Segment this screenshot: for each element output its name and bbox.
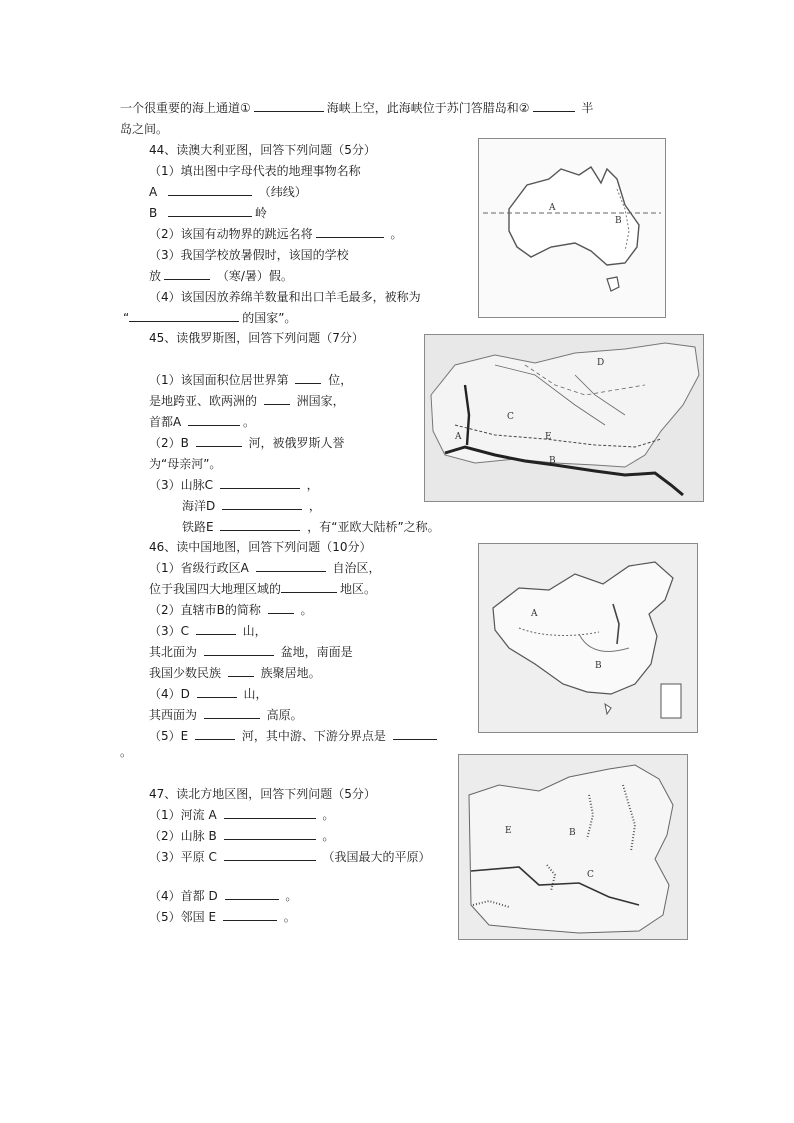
map-label-e: E: [505, 826, 512, 836]
q44-blank-animal[interactable]: [316, 226, 384, 238]
q46-s2-text: （2）直辖市B的简称: [149, 603, 261, 617]
q47-blank-plain[interactable]: [224, 849, 316, 861]
map-label-a: A: [455, 432, 462, 442]
map-label-c: C: [587, 870, 594, 880]
q46-s1-text: （1）省级行政区A: [149, 561, 249, 575]
q47-sub1: [149, 807, 334, 823]
q45-s1b-text: 是地跨亚、欧两洲的: [149, 394, 258, 408]
q44-blank-holiday[interactable]: [164, 268, 210, 280]
q45-blank-ocean[interactable]: [222, 498, 302, 510]
q46-blank-river-e[interactable]: [195, 728, 235, 740]
q46-s3-end: 山，: [242, 624, 267, 638]
map-label-b: B: [595, 661, 602, 671]
q44-b-suffix: 岭: [254, 206, 267, 220]
china-map: [478, 543, 698, 733]
q45-s3b-end: ，: [308, 499, 321, 513]
q46-s5-mid: 河，其中游、下游分界点是: [241, 729, 386, 743]
q45-blank-railway[interactable]: [220, 519, 300, 531]
q46-sub4b: [149, 707, 303, 723]
q46-s1b-text: 位于我国四大地理区域的: [149, 582, 282, 596]
q46-sub1b: [149, 581, 376, 597]
q46-blank-mountain-c[interactable]: [196, 623, 236, 635]
intro-line-1: [120, 100, 593, 116]
q46-s3b-end: 盆地，南面是: [280, 645, 353, 659]
q45-sub1: [149, 372, 352, 388]
map-label-a: A: [531, 609, 538, 619]
q47-sub4: [149, 888, 297, 904]
q47-s2-text: （2）山脉 B: [149, 829, 217, 843]
q45-title: 45、读俄罗斯图，回答下列问题（7分）: [149, 331, 364, 345]
intro-text-a: 一个很重要的海上通道①: [120, 101, 251, 115]
q46-blank-province[interactable]: [256, 560, 326, 572]
q45-sub3b: [182, 498, 321, 514]
map-label-b: B: [549, 456, 556, 466]
q45-blank-mountain[interactable]: [220, 477, 300, 489]
q44-s4b-end: 的国家”。: [242, 311, 297, 325]
q47-blank-neighbor[interactable]: [223, 909, 277, 921]
q45-s3-end: ，: [306, 478, 319, 492]
q46-s4b-end: 高原。: [266, 708, 303, 722]
q46-s3c-end: 族聚居地。: [260, 666, 321, 680]
q45-sub3: [149, 477, 319, 493]
q47-s2-end: 。: [322, 829, 335, 843]
q46-sub4: [149, 686, 268, 702]
q46-blank-basin[interactable]: [204, 644, 274, 656]
q44-b-label: B: [149, 206, 158, 220]
q44-sub1: （1）填出图中字母代表的地理事物名称: [149, 164, 361, 178]
q46-blank-abbr[interactable]: [268, 602, 294, 614]
q47-title: 47、读北方地区图，回答下列问题（5分）: [149, 787, 376, 801]
q44-s4b-open: “: [123, 311, 130, 325]
q45-blank-capital[interactable]: [188, 414, 240, 426]
q46-s3b-text: 其北面为: [149, 645, 198, 659]
q44-sub4: （4）该国因放养绵羊数量和出口羊毛最多，被称为: [149, 290, 421, 304]
q44-sub3: （3）我国学校放暑假时，该国的学校: [149, 248, 349, 262]
q45-s3c-text: 铁路E: [182, 520, 214, 534]
q45-sub3c: [182, 519, 440, 535]
q45-sub1c: [149, 414, 255, 430]
map-label-d: D: [597, 358, 605, 368]
q44-sub2: [149, 226, 402, 242]
q44-sub3b: [149, 268, 293, 284]
q47-sub5: [149, 909, 296, 925]
q44-s2-text: （2）该国有动物界的跳远名将: [149, 227, 313, 241]
q46-s4b-text: 其西面为: [149, 708, 198, 722]
q45-s1c-end: 。: [243, 415, 256, 429]
map-label-a: A: [549, 203, 556, 213]
q46-sub1: [149, 560, 381, 576]
q47-s5-end: 。: [283, 910, 296, 924]
q45-s2-text: （2）B: [149, 436, 189, 450]
q46-sub5: [149, 728, 440, 744]
q46-blank-mountain-d[interactable]: [197, 686, 237, 698]
q46-s4-end: 山，: [243, 687, 268, 701]
map-label-c: C: [507, 412, 514, 422]
q46-blank-boundary[interactable]: [393, 728, 437, 740]
intro-line-2: 岛之间。: [120, 122, 169, 136]
q46-s1b-end: 地区。: [340, 582, 377, 596]
intro-text-b: 海峡上空，此海峡位于苏门答腊岛和②: [326, 101, 530, 115]
q46-title: 46、读中国地图，回答下列问题（10分）: [149, 540, 372, 554]
q46-s1-end: 自治区，: [332, 561, 381, 575]
q45-s1-end: 位，: [328, 373, 353, 387]
q44-s2-end: 。: [390, 227, 403, 241]
q46-s3-text: （3）C: [149, 624, 190, 638]
q44-a-label: A: [149, 185, 158, 199]
q46-s5-text: （5）E: [149, 729, 189, 743]
q47-s3-text: （3）平原 C: [149, 850, 217, 864]
map-label-e: E: [545, 432, 552, 442]
q45-blank-rank[interactable]: [295, 372, 321, 384]
q44-blank-a[interactable]: [168, 184, 252, 196]
q44-s3b-end: （寒/暑）假。: [216, 269, 293, 283]
q46-s4-text: （4）D: [149, 687, 190, 701]
q47-s1-end: 。: [322, 808, 335, 822]
q45-s1b-end: 洲国家，: [296, 394, 345, 408]
q46-sub3c: [149, 665, 321, 681]
q44-s3b-text: 放: [149, 269, 162, 283]
q46-s2-end: 。: [300, 603, 313, 617]
blank-strait[interactable]: [254, 100, 324, 112]
q44-blank-nickname[interactable]: [129, 310, 239, 322]
q45-s1c-text: 首都A: [149, 415, 182, 429]
q45-s1-text: （1）该国面积位居世界第: [149, 373, 289, 387]
q45-s3c-end: ，有“亚欧大陆桥”之称。: [307, 520, 440, 534]
russia-map: [424, 334, 704, 502]
q46-sub2: [149, 602, 313, 618]
map-label-b: B: [569, 828, 576, 838]
q46-sub3: [149, 623, 267, 639]
q47-blank-river[interactable]: [224, 807, 316, 819]
q44-a-suffix: （纬线）: [258, 185, 307, 199]
q44-b-line: [149, 205, 267, 221]
blank-peninsula[interactable]: [533, 100, 575, 112]
q44-blank-b[interactable]: [168, 205, 252, 217]
q45-sub2: [149, 435, 345, 451]
q46-blank-plateau[interactable]: [204, 707, 260, 719]
q47-sub3: [149, 849, 431, 865]
q46-sub5b: 。: [120, 745, 133, 759]
q46-blank-region[interactable]: [281, 581, 337, 593]
q46-blank-ethnic[interactable]: [228, 665, 254, 677]
q45-sub2b: 为“母亲河”。: [149, 457, 222, 471]
q45-sub1b: [149, 393, 345, 409]
q47-s4-text: （4）首都 D: [149, 889, 218, 903]
q45-s2-end: 河，被俄罗斯人誉: [248, 436, 345, 450]
intro-text-c: 半: [581, 101, 594, 115]
q44-title: 44、读澳大利亚图，回答下列问题（5分）: [149, 143, 376, 157]
q47-blank-capital[interactable]: [225, 888, 279, 900]
q46-sub3b: [149, 644, 353, 660]
north-china-map: [458, 754, 688, 940]
q46-s3c-text: 我国少数民族: [149, 666, 222, 680]
q47-s5-text: （5）邻国 E: [149, 910, 217, 924]
q45-blank-continent[interactable]: [264, 393, 290, 405]
q44-sub4b: [123, 310, 296, 326]
q45-blank-river[interactable]: [196, 435, 242, 447]
map-label-b: B: [615, 216, 622, 226]
q47-blank-mountain[interactable]: [224, 828, 316, 840]
australia-map: [478, 138, 666, 318]
q47-sub2: [149, 828, 334, 844]
q47-s4-end: 。: [285, 889, 298, 903]
q45-s3b-text: 海洋D: [182, 499, 216, 513]
q47-s3-end: （我国最大的平原）: [322, 850, 431, 864]
q45-s3-text: （3）山脉C: [149, 478, 214, 492]
q44-a-line: [149, 184, 307, 200]
q47-s1-text: （1）河流 A: [149, 808, 217, 822]
